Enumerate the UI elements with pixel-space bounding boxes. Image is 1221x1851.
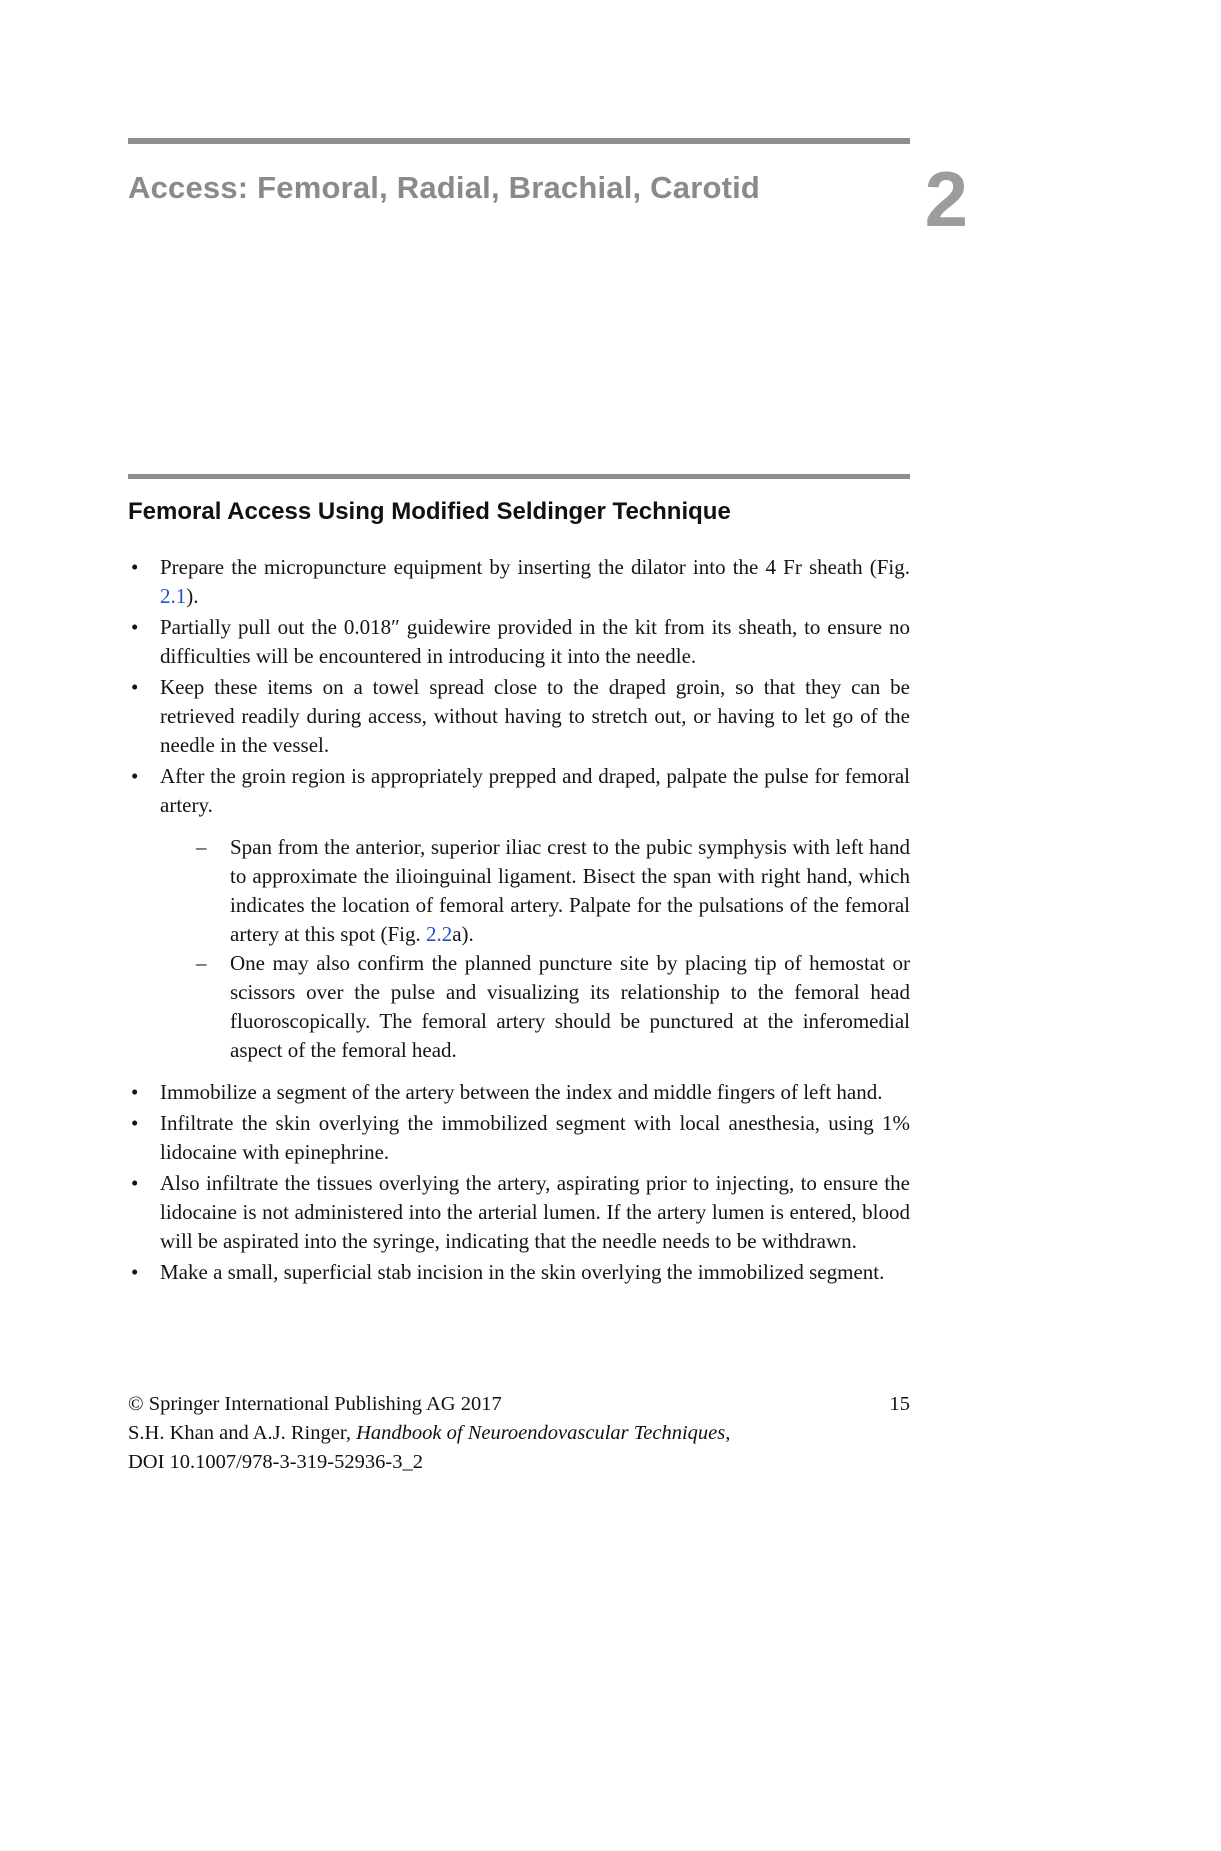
sub-list-item (196, 833, 910, 949)
page-content (128, 0, 968, 1287)
text-run: ). (186, 584, 199, 608)
top-rule (128, 138, 910, 144)
list-item (128, 762, 910, 820)
bullet-marker: • (131, 615, 139, 639)
text-run: One may also confirm the planned puncture site by placing tip of hemostat or scissors over the pulse and visualizing its relationship to the femoral head fluoroscopically. The femoral artery should be punctured at the inferomedial aspect of the femoral head. (230, 951, 910, 1062)
list-item-text (160, 1078, 910, 1107)
list-item-text (160, 1258, 910, 1287)
chapter-title: Access: Femoral, Radial, Brachial, Carotid (128, 170, 761, 205)
book-title: Handbook of Neuroendovascular Techniques, (356, 1422, 731, 1444)
text-run: S.H. Khan and A.J. Ringer, (128, 1422, 357, 1444)
text-run: Span from the anterior, superior iliac crest to the pubic symphysis with left hand to approximate the ilioinguinal ligament. Bisect the span with right hand, which indicates the location of femoral artery. Palpate for the pulsations of the femoral artery at this spot (Fig. (230, 835, 910, 946)
section-heading: Femoral Access Using Modified Seldinger Technique (128, 498, 731, 525)
bullet-marker: • (131, 1080, 139, 1104)
page-footer (128, 1390, 910, 1477)
bullet-list (128, 553, 910, 1287)
list-item-text (160, 553, 910, 611)
figure-link[interactable]: 2.2 (425, 922, 453, 946)
bullet-marker: • (131, 1111, 139, 1135)
dash-marker: – (196, 835, 207, 859)
page-number: 15 (889, 1393, 910, 1415)
list-item (128, 613, 910, 671)
list-item-text (160, 613, 910, 671)
list-item (128, 553, 910, 611)
text-run: Make a small, superficial stab incision in the skin overlying the immobilized segment. (160, 1260, 885, 1284)
dash-marker: – (196, 951, 207, 975)
list-item (128, 673, 910, 760)
chapter-number: 2 (924, 155, 968, 243)
list-item-text (230, 949, 910, 1065)
list-item-text (230, 833, 910, 949)
bullet-marker: • (131, 1171, 139, 1195)
chapter-header (128, 155, 968, 243)
copyright-text: © Springer International Publishing AG 2017 (128, 1393, 502, 1415)
list-item (128, 1258, 910, 1287)
text-run: Infiltrate the skin overlying the immobilized segment with local anesthesia, using 1% lidocaine with epinephrine. (160, 1111, 910, 1164)
bullet-marker: • (131, 764, 139, 788)
list-item-text (160, 673, 910, 760)
list-item-text (160, 762, 910, 820)
text-run: a). (452, 922, 474, 946)
list-item (128, 1078, 910, 1107)
list-item (128, 1169, 910, 1256)
section-rule (128, 474, 910, 479)
text-run: Immobilize a segment of the artery between the index and middle fingers of left hand. (160, 1080, 883, 1104)
bullet-marker: • (131, 555, 139, 579)
list-item (128, 1109, 910, 1167)
text-run: Prepare the micropuncture equipment by inserting the dilator into the 4 Fr sheath (Fig. (160, 555, 910, 579)
text-run: Keep these items on a towel spread close to the draped groin, so that they can be retrieved readily during access, without having to stretch out, or having to let go of the needle in the vessel. (160, 675, 910, 757)
bullet-marker: • (131, 1260, 139, 1284)
sub-list-item (196, 949, 910, 1065)
text-run: Also infiltrate the tissues overlying the artery, aspirating prior to injecting, to ensure the lidocaine is not administered into the arterial lumen. If the artery lumen is entered, blood will be aspirated into the syringe, indicating that the needle needs to be withdrawn. (160, 1171, 910, 1253)
footer-copyright-row (128, 1390, 910, 1419)
bullet-marker: • (131, 675, 139, 699)
list-item-text (160, 1169, 910, 1256)
doi-line: DOI 10.1007/978-3-319-52936-3_2 (128, 1451, 423, 1473)
list-item-text (160, 1109, 910, 1167)
text-run: After the groin region is appropriately prepped and draped, palpate the pulse for femoral artery. (160, 764, 910, 817)
text-run: Partially pull out the 0.018″ guidewire provided in the kit from its sheath, to ensure no difficulties will be encountered in introducing it into the needle. (160, 615, 910, 668)
citation-line (128, 1419, 910, 1448)
figure-link[interactable]: 2.1 (160, 584, 187, 608)
